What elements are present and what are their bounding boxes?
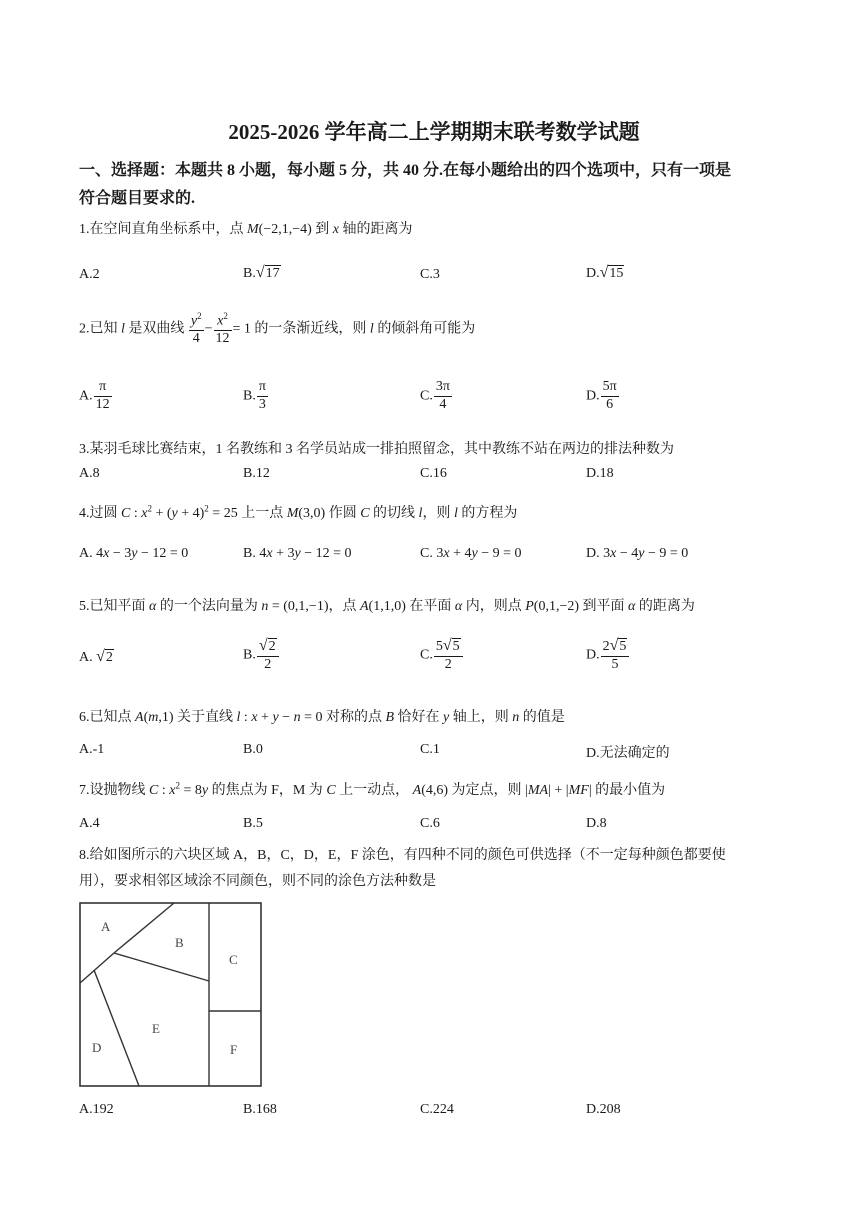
divider-d-e bbox=[94, 970, 139, 1086]
q6-option-a: A.-1 bbox=[79, 742, 105, 757]
q1-option-d: D.√15 bbox=[586, 264, 624, 281]
section-heading-line1: 一、选择题：本题共 8 小题，每小题 5 分，共 40 分.在每小题给出的四个选项中，只有一项是 bbox=[79, 162, 732, 179]
q6-option-c: C.1 bbox=[420, 742, 440, 757]
q3-option-d: D.18 bbox=[586, 466, 614, 481]
region-figure bbox=[79, 900, 263, 1088]
q8-option-b: B.168 bbox=[243, 1102, 277, 1117]
q3-option-b: B.12 bbox=[243, 466, 270, 481]
q3-option-a: A.8 bbox=[79, 466, 100, 481]
question-4-stem: 4.过圆 C : $x^2 + (y + 4)^2 = 25$ 上一点 M(3,0) 作圆 C 的切线 l，则 l 的方程为 bbox=[79, 503, 518, 521]
q6-option-b: B.0 bbox=[243, 742, 263, 757]
q6-option-d: D.无法确定的 bbox=[586, 746, 670, 761]
q1-option-a: A.2 bbox=[79, 267, 100, 282]
question-8-stem-line2: 用），要求相邻区域涂不同颜色，则不同的涂色方法种数是 bbox=[79, 874, 436, 889]
divider-a-b bbox=[114, 903, 174, 953]
question-6-stem: 6.已知点 A(m,1) 关于直线 l : x + y − n = 0 对称的点 B 恰好在 y 轴上，则 n 的值是 bbox=[79, 710, 565, 725]
label-d: D bbox=[92, 1040, 102, 1055]
label-f: F bbox=[230, 1042, 238, 1057]
label-b: B bbox=[175, 935, 184, 950]
q4-option-a: A. 4x − 3y − 12 = 0 bbox=[79, 546, 189, 561]
question-2-stem: 2.已知 l 是双曲线 $\frac{y^2}{4}$ − $\frac{x^2}{12}$ = 1 的一条渐近线，则 l 的倾斜角可能为 bbox=[79, 311, 476, 347]
q8-option-a: A.192 bbox=[79, 1102, 114, 1117]
label-a: A bbox=[101, 919, 111, 934]
q1-option-c: C.3 bbox=[420, 267, 440, 282]
question-5-stem: 5.已知平面 α 的一个法向量为 n = (0,1,−1)，点 A(1,1,0) 在平面 α 内，则点 P(0,1,−2) 到平面 α 的距离为 bbox=[79, 599, 695, 614]
q4-option-d: D. 3x − 4y − 9 = 0 bbox=[586, 546, 689, 561]
question-8-stem-line1: 8.给如图所示的六块区域 A，B，C，D，E，F 涂色，有四种不同的颜色可供选择（不一定每种颜色都要使 bbox=[79, 848, 726, 863]
page-title: 2025-2026 学年高二上学期期末联考数学试题 bbox=[228, 120, 640, 144]
q2-option-c: C. $\frac{3\pi}{4}$ bbox=[420, 379, 450, 412]
q7-option-d: D.8 bbox=[586, 816, 607, 831]
q5-option-a: A. √2 bbox=[79, 648, 113, 665]
q1-option-b: B.√17 bbox=[243, 264, 280, 281]
label-e: E bbox=[152, 1021, 160, 1036]
q5-option-b: B. $\frac{√2}{2}$ bbox=[243, 638, 280, 672]
q2-option-b: B. $\frac{\pi}{3}$ bbox=[243, 379, 266, 412]
q7-option-c: C.6 bbox=[420, 816, 440, 831]
q4-option-c: C. 3x + 4y − 9 = 0 bbox=[420, 546, 522, 561]
question-3-stem: 3.某羽毛球比赛结束，1 名教练和 3 名学员站成一排拍照留念，其中教练不站在两边的排法种数为 bbox=[79, 442, 674, 457]
q2-option-d: D. $\frac{5\pi}{6}$ bbox=[586, 379, 617, 412]
q7-option-a: A.4 bbox=[79, 816, 100, 831]
q5-option-d: D. $\frac{2√5}{5}$ bbox=[586, 638, 630, 672]
section-heading-line2: 符合题目要求的. bbox=[79, 190, 196, 207]
question-1-stem: 1.在空间直角坐标系中，点 M(−2,1,−4) 到 x 轴的距离为 bbox=[79, 222, 413, 237]
q4-option-b: B. 4x + 3y − 12 = 0 bbox=[243, 546, 352, 561]
question-7-stem: 7.设抛物线 C : $x^2 = 8y$ 的焦点为 F，M 为 C 上一动点， A(4,6) 为定点，则 |MA| + |MF| 的最小值为 bbox=[79, 780, 666, 798]
q8-option-d: D.208 bbox=[586, 1102, 621, 1117]
q7-option-b: B.5 bbox=[243, 816, 263, 831]
q8-option-c: C.224 bbox=[420, 1102, 454, 1117]
label-c: C bbox=[229, 952, 238, 967]
q2-option-a: A. $\frac{\pi}{12}$ bbox=[79, 379, 110, 412]
q3-option-c: C.16 bbox=[420, 466, 447, 481]
q5-option-c: C. $\frac{5√5}{2}$ bbox=[420, 638, 464, 672]
divider-b-e bbox=[114, 953, 209, 981]
